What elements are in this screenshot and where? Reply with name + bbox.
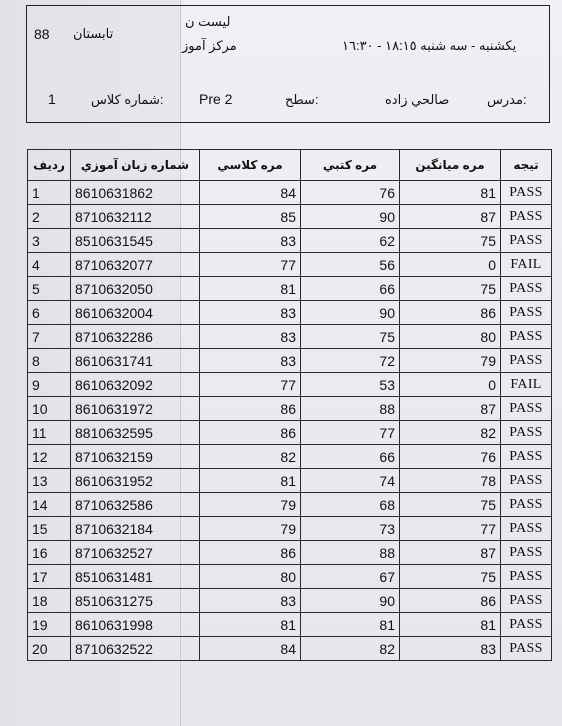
- cell-row-number: 9: [28, 373, 71, 397]
- cell-result: PASS: [501, 301, 552, 325]
- cell-average-score: 87: [400, 397, 501, 421]
- cell-student-id: 8710632527: [71, 541, 200, 565]
- cell-student-id: 8710632286: [71, 325, 200, 349]
- cell-student-id: 8710632050: [71, 277, 200, 301]
- header-written-score: مره كتبي: [301, 150, 400, 181]
- cell-student-id: 8610631972: [71, 397, 200, 421]
- cell-class-score: 83: [200, 349, 301, 373]
- cell-class-score: 86: [200, 397, 301, 421]
- cell-average-score: 87: [400, 541, 501, 565]
- cell-written-score: 76: [301, 181, 400, 205]
- cell-row-number: 4: [28, 253, 71, 277]
- cell-student-id: 8610632092: [71, 373, 200, 397]
- cell-class-score: 83: [200, 301, 301, 325]
- class-number-label: شماره كلاس:: [91, 92, 164, 107]
- season-label: تابستان: [73, 26, 114, 41]
- cell-row-number: 17: [28, 565, 71, 589]
- cell-result: PASS: [501, 205, 552, 229]
- cell-class-score: 79: [200, 517, 301, 541]
- table-row: [28, 397, 552, 421]
- cell-average-score: 83: [400, 637, 501, 661]
- cell-result: PASS: [501, 229, 552, 253]
- cell-student-id: 8610631741: [71, 349, 200, 373]
- table-header-row: [28, 150, 552, 181]
- table-row: [28, 301, 552, 325]
- cell-class-score: 83: [200, 589, 301, 613]
- cell-class-score: 85: [200, 205, 301, 229]
- table-row: [28, 421, 552, 445]
- table-row: [28, 349, 552, 373]
- cell-result: FAIL: [501, 253, 552, 277]
- cell-average-score: 78: [400, 469, 501, 493]
- cell-written-score: 56: [301, 253, 400, 277]
- cell-class-score: 81: [200, 469, 301, 493]
- cell-student-id: 8710632184: [71, 517, 200, 541]
- table-row: [28, 253, 552, 277]
- cell-written-score: 77: [301, 421, 400, 445]
- cell-average-score: 0: [400, 373, 501, 397]
- cell-written-score: 82: [301, 637, 400, 661]
- cell-average-score: 79: [400, 349, 501, 373]
- cell-student-id: 8510631275: [71, 589, 200, 613]
- class-schedule: يكشنبه - سه شنبه ١٨:١٥ - ١٦:٣٠: [342, 38, 517, 53]
- cell-result: PASS: [501, 325, 552, 349]
- cell-row-number: 20: [28, 637, 71, 661]
- cell-result: PASS: [501, 637, 552, 661]
- cell-result: PASS: [501, 349, 552, 373]
- center-name: مركز آموز: [182, 38, 237, 53]
- cell-class-score: 81: [200, 613, 301, 637]
- cell-average-score: 81: [400, 181, 501, 205]
- cell-average-score: 86: [400, 301, 501, 325]
- cell-student-id: 8710632522: [71, 637, 200, 661]
- cell-result: PASS: [501, 277, 552, 301]
- cell-written-score: 90: [301, 301, 400, 325]
- cell-row-number: 3: [28, 229, 71, 253]
- cell-row-number: 7: [28, 325, 71, 349]
- cell-class-score: 86: [200, 421, 301, 445]
- cell-written-score: 81: [301, 613, 400, 637]
- cell-written-score: 90: [301, 205, 400, 229]
- cell-row-number: 12: [28, 445, 71, 469]
- cell-result: FAIL: [501, 373, 552, 397]
- header-student-id: شماره زبان آموزي: [71, 150, 200, 181]
- cell-class-score: 83: [200, 229, 301, 253]
- cell-class-score: 77: [200, 253, 301, 277]
- cell-row-number: 11: [28, 421, 71, 445]
- cell-student-id: 8510631481: [71, 565, 200, 589]
- cell-row-number: 14: [28, 493, 71, 517]
- header-result: تيجه: [501, 150, 552, 181]
- cell-written-score: 66: [301, 277, 400, 301]
- cell-student-id: 8610631862: [71, 181, 200, 205]
- cell-student-id: 8810632595: [71, 421, 200, 445]
- table-row: [28, 229, 552, 253]
- table-row: [28, 469, 552, 493]
- table-row: [28, 181, 552, 205]
- cell-result: PASS: [501, 181, 552, 205]
- header-average-score: مره ميانگين: [400, 150, 501, 181]
- table-row: [28, 493, 552, 517]
- cell-student-id: 8710632159: [71, 445, 200, 469]
- table-row: [28, 565, 552, 589]
- cell-row-number: 19: [28, 613, 71, 637]
- header-class-score: مره كلاسي: [200, 150, 301, 181]
- cell-student-id: 8510631545: [71, 229, 200, 253]
- cell-average-score: 75: [400, 277, 501, 301]
- table-row: [28, 613, 552, 637]
- cell-average-score: 86: [400, 589, 501, 613]
- cell-written-score: 88: [301, 541, 400, 565]
- cell-written-score: 62: [301, 229, 400, 253]
- cell-written-score: 75: [301, 325, 400, 349]
- cell-written-score: 68: [301, 493, 400, 517]
- cell-result: PASS: [501, 589, 552, 613]
- cell-written-score: 73: [301, 517, 400, 541]
- table-row: [28, 205, 552, 229]
- cell-average-score: 75: [400, 565, 501, 589]
- cell-written-score: 66: [301, 445, 400, 469]
- cell-result: PASS: [501, 421, 552, 445]
- cell-average-score: 75: [400, 493, 501, 517]
- header-row-number: رديف: [28, 150, 71, 181]
- cell-written-score: 74: [301, 469, 400, 493]
- cell-row-number: 13: [28, 469, 71, 493]
- cell-written-score: 53: [301, 373, 400, 397]
- cell-result: PASS: [501, 613, 552, 637]
- table-row: [28, 445, 552, 469]
- level-label: سطح:: [285, 92, 319, 107]
- cell-row-number: 2: [28, 205, 71, 229]
- cell-written-score: 90: [301, 589, 400, 613]
- cell-written-score: 88: [301, 397, 400, 421]
- cell-student-id: 8710632586: [71, 493, 200, 517]
- teacher-label: مدرس:: [487, 92, 527, 107]
- cell-average-score: 77: [400, 517, 501, 541]
- cell-result: PASS: [501, 397, 552, 421]
- cell-class-score: 82: [200, 445, 301, 469]
- cell-result: PASS: [501, 493, 552, 517]
- cell-average-score: 76: [400, 445, 501, 469]
- cell-result: PASS: [501, 517, 552, 541]
- table-row: [28, 589, 552, 613]
- teacher-name: صالحي زاده: [385, 92, 450, 107]
- header-box: [26, 5, 550, 123]
- cell-student-id: 8610631952: [71, 469, 200, 493]
- cell-row-number: 6: [28, 301, 71, 325]
- cell-average-score: 81: [400, 613, 501, 637]
- cell-written-score: 72: [301, 349, 400, 373]
- table-row: [28, 277, 552, 301]
- cell-row-number: 5: [28, 277, 71, 301]
- class-number-value: 1: [48, 91, 56, 107]
- cell-student-id: 8610632004: [71, 301, 200, 325]
- cell-average-score: 80: [400, 325, 501, 349]
- cell-class-score: 81: [200, 277, 301, 301]
- level-value: Pre 2: [199, 91, 233, 107]
- cell-average-score: 0: [400, 253, 501, 277]
- list-number: 88: [34, 26, 50, 42]
- cell-student-id: 8710632112: [71, 205, 200, 229]
- table-row: [28, 373, 552, 397]
- cell-average-score: 75: [400, 229, 501, 253]
- cell-student-id: 8610631998: [71, 613, 200, 637]
- cell-row-number: 15: [28, 517, 71, 541]
- cell-row-number: 18: [28, 589, 71, 613]
- cell-student-id: 8710632077: [71, 253, 200, 277]
- cell-class-score: 86: [200, 541, 301, 565]
- cell-class-score: 80: [200, 565, 301, 589]
- cell-result: PASS: [501, 469, 552, 493]
- table-row: [28, 637, 552, 661]
- cell-class-score: 83: [200, 325, 301, 349]
- cell-row-number: 10: [28, 397, 71, 421]
- table-row: [28, 325, 552, 349]
- cell-class-score: 79: [200, 493, 301, 517]
- cell-average-score: 87: [400, 205, 501, 229]
- cell-result: PASS: [501, 445, 552, 469]
- cell-row-number: 16: [28, 541, 71, 565]
- cell-row-number: 8: [28, 349, 71, 373]
- grades-table: [27, 149, 552, 661]
- list-title: ليست ن: [185, 14, 231, 29]
- table-row: [28, 517, 552, 541]
- cell-average-score: 82: [400, 421, 501, 445]
- table-row: [28, 541, 552, 565]
- cell-class-score: 84: [200, 181, 301, 205]
- cell-class-score: 77: [200, 373, 301, 397]
- cell-written-score: 67: [301, 565, 400, 589]
- cell-result: PASS: [501, 541, 552, 565]
- cell-row-number: 1: [28, 181, 71, 205]
- cell-class-score: 84: [200, 637, 301, 661]
- cell-result: PASS: [501, 565, 552, 589]
